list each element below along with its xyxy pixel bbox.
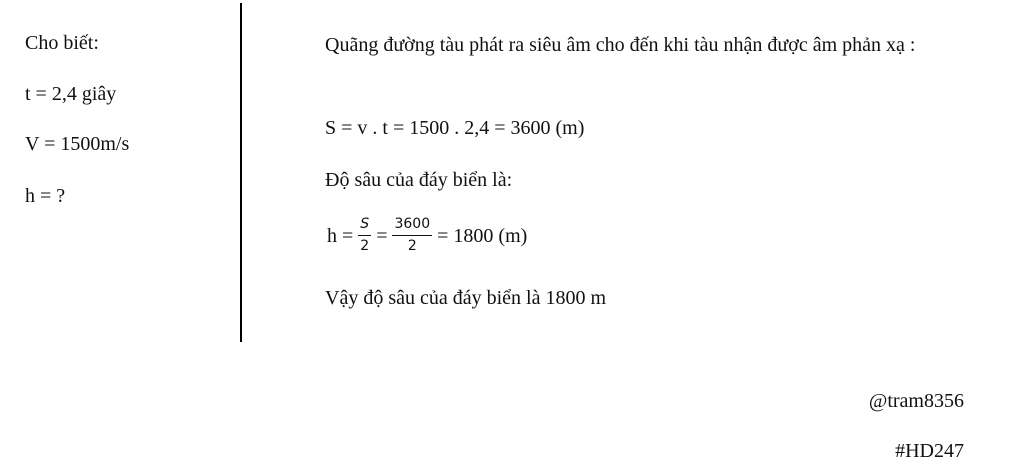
fraction-s-over-2	[358, 216, 371, 255]
site-tag: #HD247	[895, 440, 964, 462]
fraction-numerator: S	[358, 216, 371, 236]
distance-formula: S = v . t = 1500 . 2,4 = 3600 (m)	[325, 117, 585, 139]
solution-intro: Quãng đường tàu phát ra siêu âm cho đến khi tàu nhận được âm phản xạ :	[325, 34, 916, 56]
given-time: t = 2,4 giây	[25, 83, 117, 105]
given-velocity: V = 1500m/s	[25, 133, 130, 155]
author-handle: @tram8356	[868, 390, 964, 412]
fraction-denominator: 2	[407, 238, 417, 254]
given-heading: Cho biết:	[25, 32, 99, 54]
formula-lhs: h =	[327, 224, 354, 247]
fraction-3600-over-2	[392, 216, 432, 255]
depth-formula	[325, 216, 529, 255]
depth-heading: Độ sâu của đáy biển là:	[325, 169, 513, 191]
column-divider	[240, 3, 242, 342]
formula-equals: =	[376, 224, 388, 247]
given-unknown: h = ?	[25, 185, 66, 207]
formula-result: = 1800 (m)	[437, 224, 528, 247]
fraction-numerator: 3600	[392, 216, 432, 236]
fraction-denominator: 2	[360, 238, 370, 254]
conclusion: Vậy độ sâu của đáy biển là 1800 m	[325, 287, 607, 309]
